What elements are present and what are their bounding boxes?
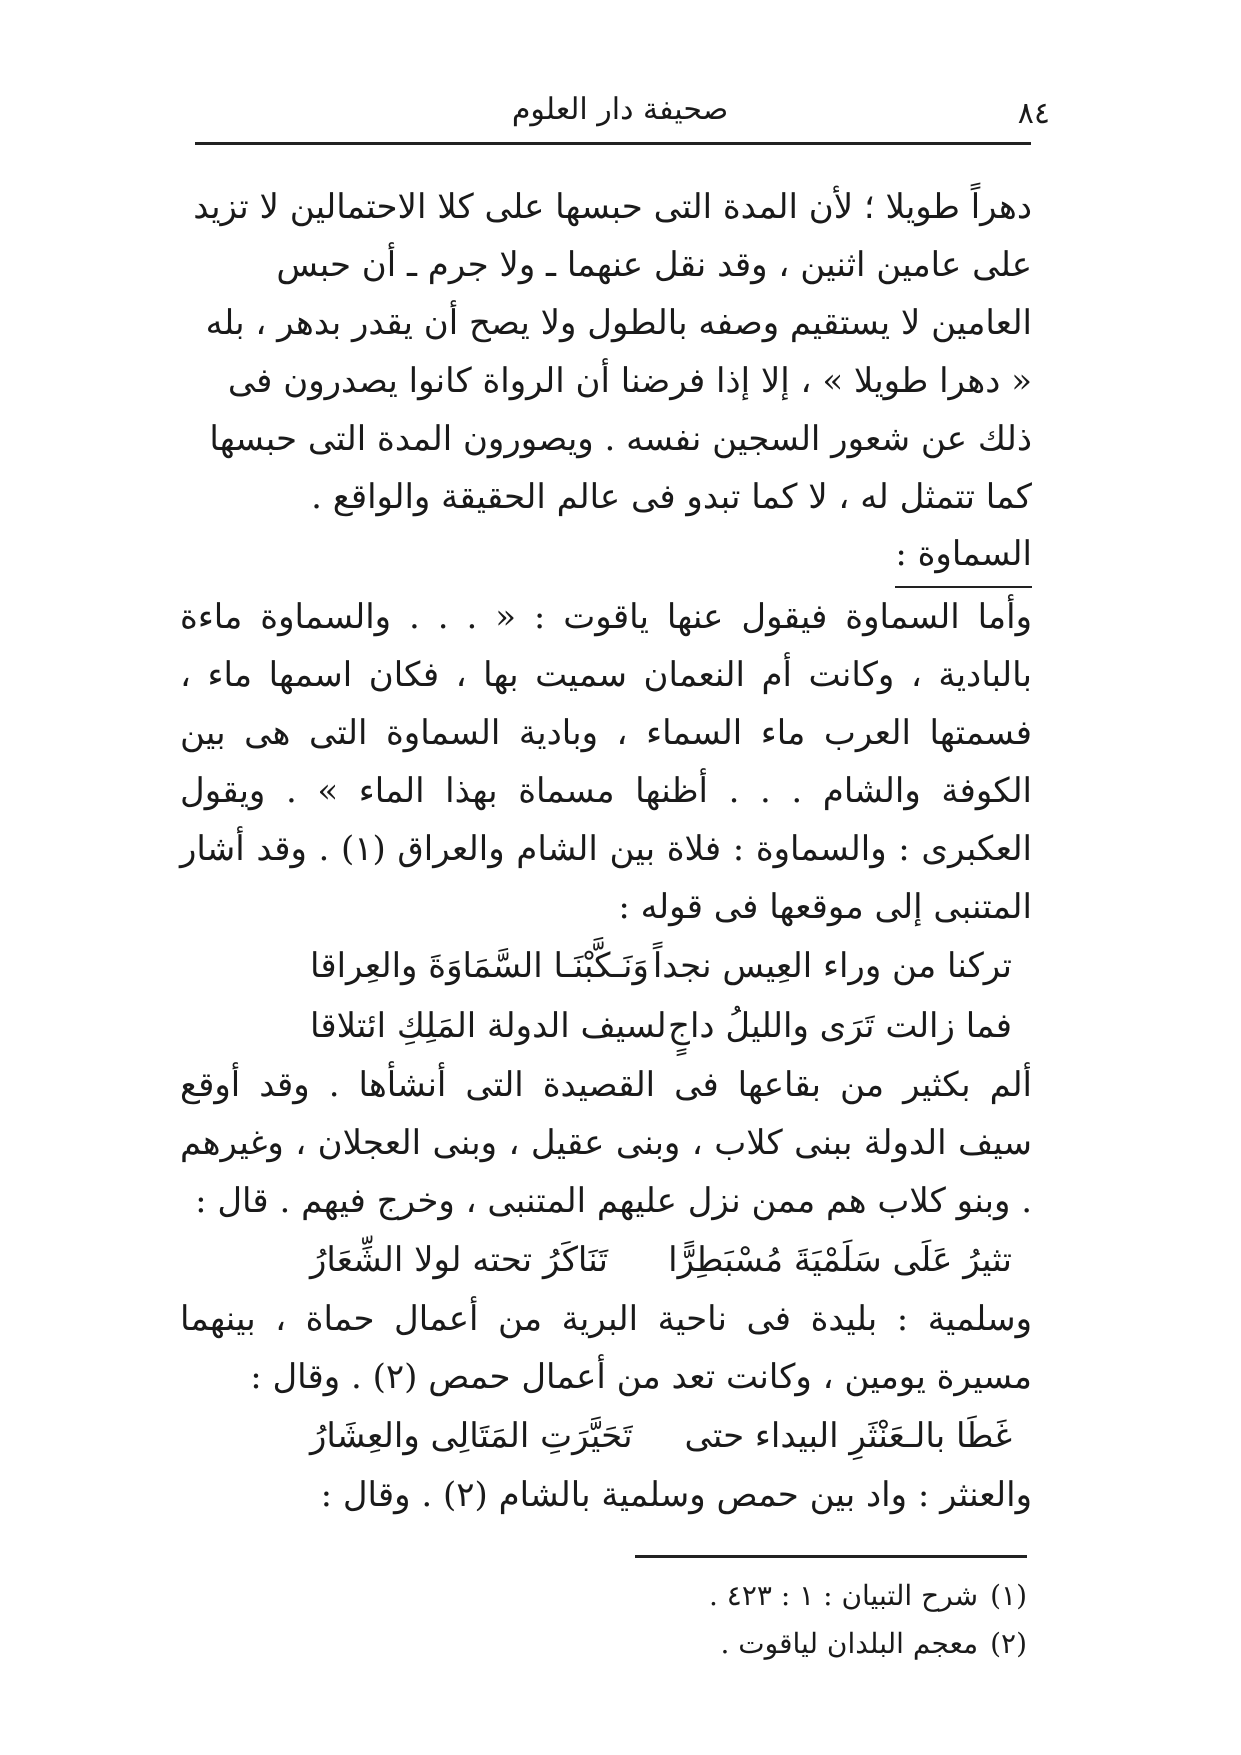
footnote-number: (١) [990, 1579, 1027, 1612]
paragraph-4: وسلمية : بليدة فى ناحية البرية من أعمال حماة ، بينهما مسيرة يومين ، وكانت تعد من أعمال حمص (٢) . وقال : [180, 1299, 1032, 1397]
footnote-text: شرح التبيان : ١ : ٤٢٣ . [708, 1579, 979, 1612]
verse-second-hemistich: تَحَيَّرَتِ المَتَالِى والعِشَارُ [310, 1416, 633, 1456]
footnote [600, 1572, 1027, 1620]
verse-line [180, 996, 1032, 1056]
footnotes [600, 1572, 1027, 1668]
verse-first-hemistich: فما زالت تَرَى والليلُ داجٍ [668, 1006, 1012, 1046]
page-header [190, 78, 1050, 138]
footnote-rule [635, 1555, 1027, 1558]
main-text [180, 178, 1032, 1524]
verse-first-hemistich: غَطَا بالـعَنْثَرِ البيداء حتى [684, 1416, 1012, 1456]
verse-first-hemistich: تثيرُ عَلَى سَلَمْيَةَ مُسْبَطِرًّا [668, 1240, 1012, 1280]
footnote [600, 1620, 1027, 1668]
paragraph-2: وأما السماوة فيقول عنها ياقوت : « . . . والسماوة ماءة بالبادية ، وكانت أم النعمان سميت بها ، فكان اسمها ماء ، فسمتها العرب ماء السماء ، وبادية السماوة التى هى بين الكوفة والشام . . . أظنها مسماة بهذا الماء » . ويقول العكبرى : والسماوة : فلاة بين الشام والعراق (١) . وقد أشار المتنبى إلى موقعها فى قوله : [180, 597, 1032, 927]
paragraph-3: ألم بكثير من بقاعها فى القصيدة التى أنشأها . وقد أوقع سيف الدولة ببنى كلاب ، وبنى عقيل ، وبنى العجلان ، وغيرهم . وبنو كلاب هم ممن نزل عليهم المتنبى ، وخرج فيهم . قال : [180, 1065, 1032, 1221]
verse-second-hemistich: وَنَـكَّبْنَـا السَّمَاوَةَ والعِراقا [310, 946, 649, 986]
paragraph-5: والعنثر : واد بين حمص وسلمية بالشام (٢) . وقال : [320, 1475, 1032, 1515]
verse-line [180, 1230, 1032, 1290]
footnote-number: (٢) [990, 1627, 1027, 1660]
verse-second-hemistich: لسيف الدولة المَلِكِ ائتلاقا [310, 1006, 667, 1046]
section-heading [180, 526, 1032, 588]
paragraph-1: دهراً طويلا ؛ لأن المدة التى حبسها على كلا الاحتمالين لا تزيد على عامين اثنين ، وقد نقل عنهما ـ ولا جرم ـ أن حبس العامين لا يستقيم وصفه بالطول ولا يصح أن يقدر بدهر ، بله « دهرا طويلا » ، إلا إذا فرضنا أن الرواة كانوا يصدرون فى ذلك عن شعور السجين نفسه . ويصورون المدة التى حبسها كما تتمثل له ، لا كما تبدو فى عالم الحقيقة والواقع . [193, 187, 1032, 517]
running-title: صحيفة دار العلوم [511, 92, 729, 127]
verse-line [180, 1406, 1032, 1466]
footnote-text: معجم البلدان لياقوت . [720, 1627, 979, 1660]
page-number: ٨٤ [1017, 96, 1050, 131]
header-rule [195, 142, 1031, 145]
verse-line [180, 936, 1032, 996]
verse-second-hemistich: تَنَاكَرُ تحته لولا الشِّعَارُ [310, 1240, 608, 1280]
verse-first-hemistich: تركنا من وراء العِيس نجداً [652, 946, 1012, 986]
section-heading-text: السماوة : [895, 526, 1032, 588]
